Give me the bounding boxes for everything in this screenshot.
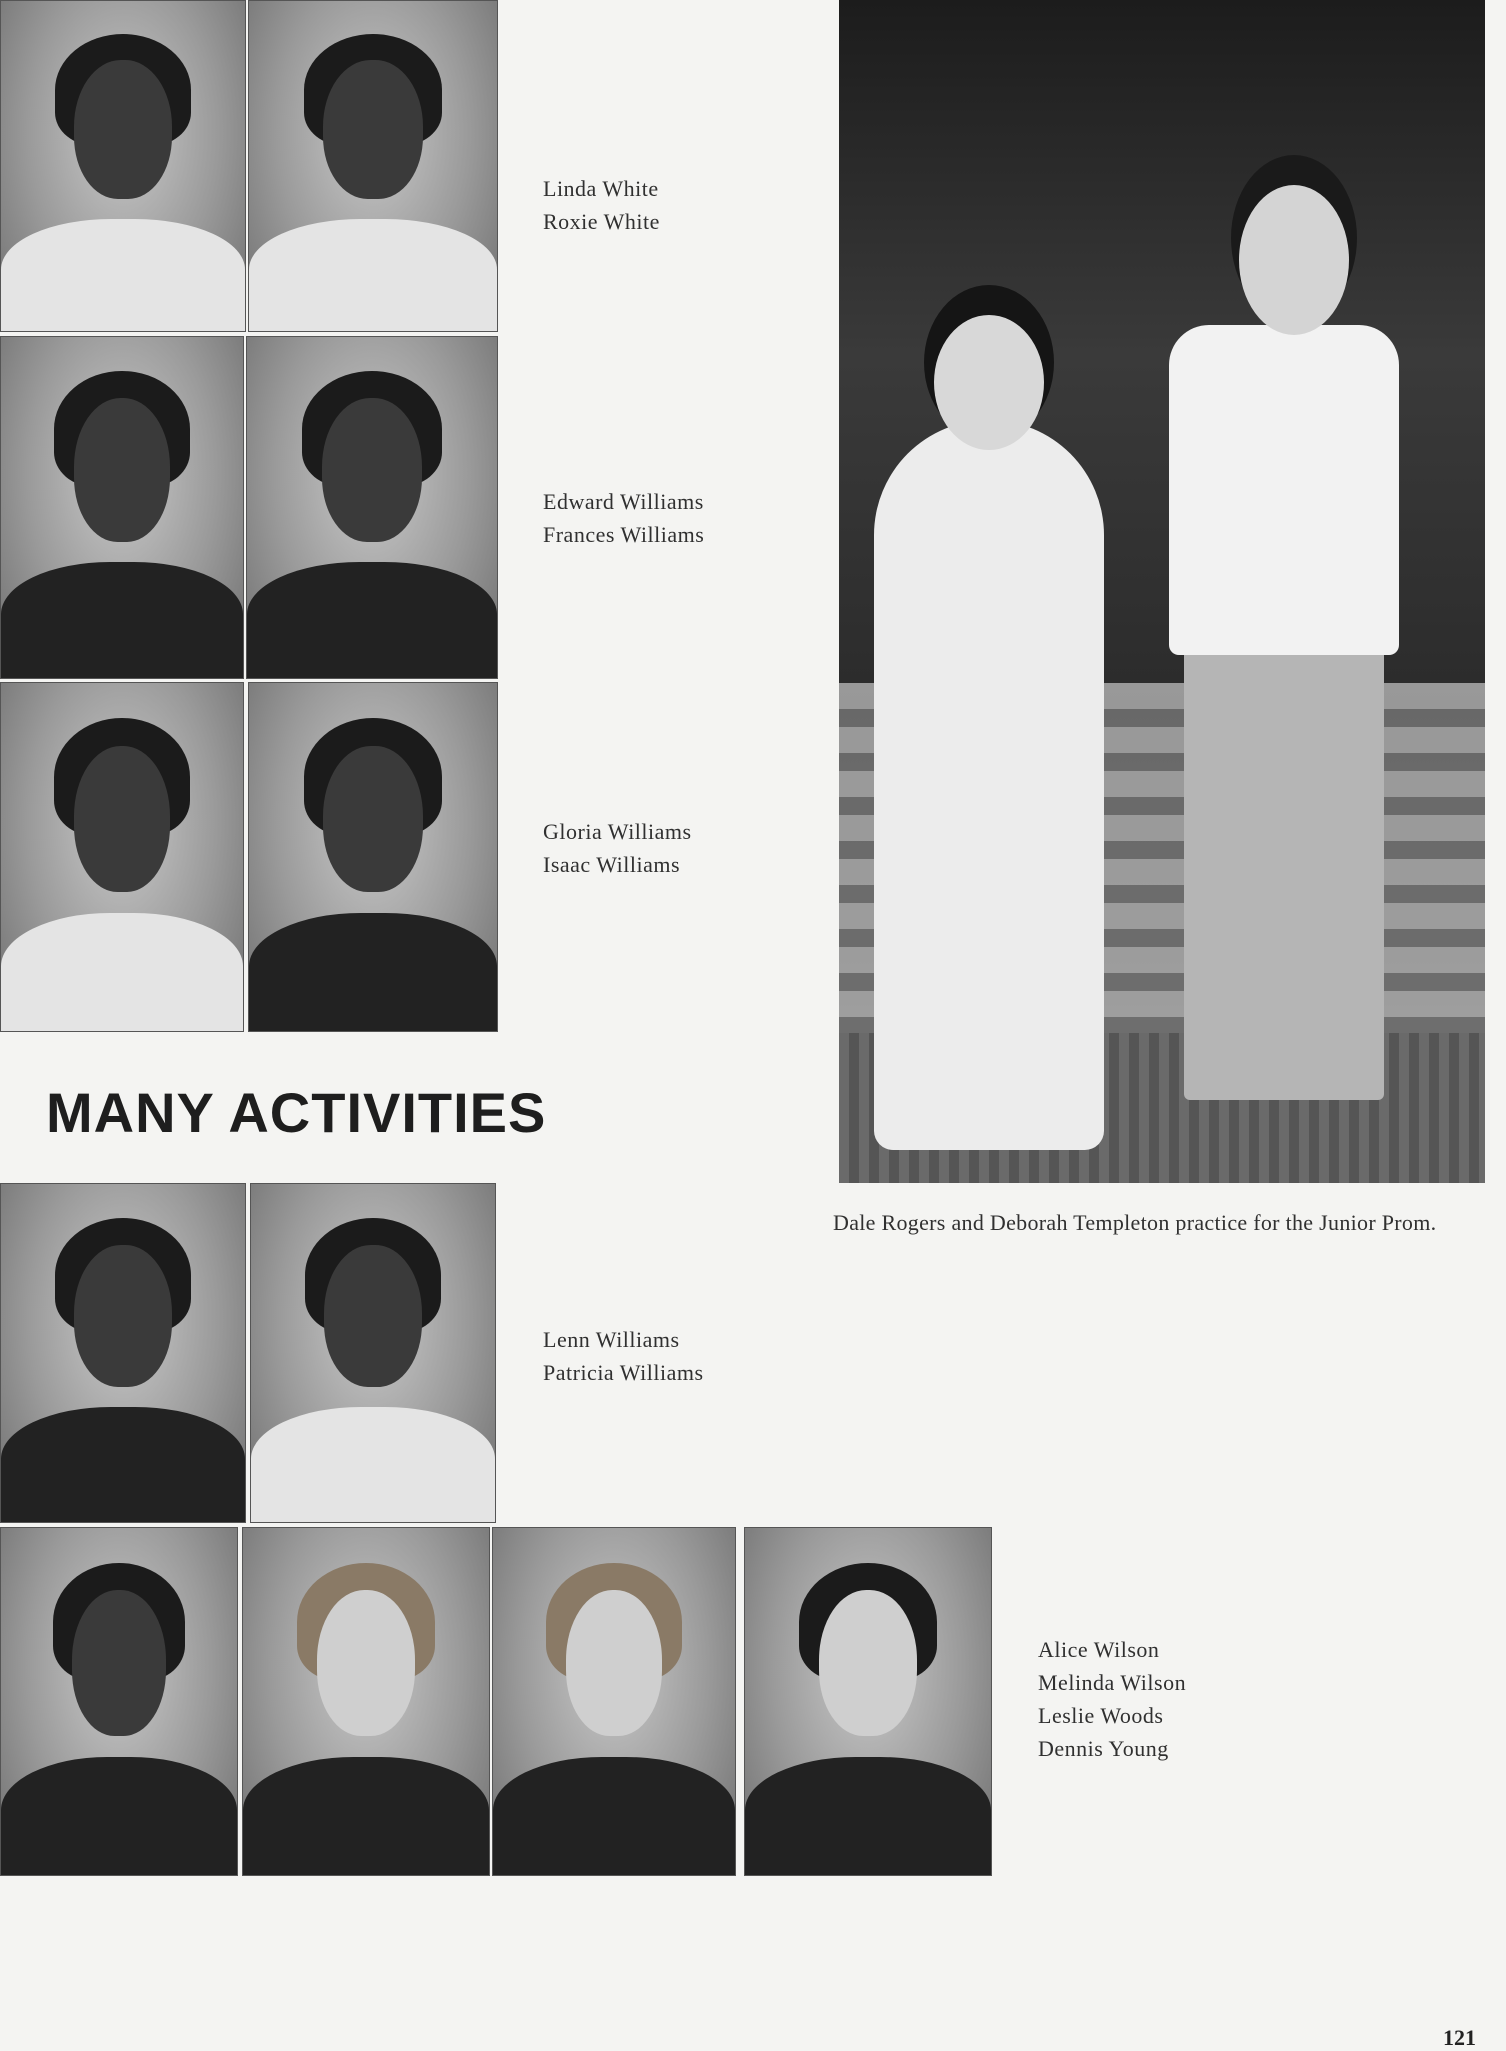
student-name: Melinda Wilson [1038,1670,1187,1695]
student-name: Dennis Young [1038,1736,1169,1761]
student-name: Lenn Williams [543,1327,680,1352]
portrait-alice-wilson [0,1527,238,1876]
portrait-frances-williams [246,336,498,679]
student-name: Linda White [543,176,659,201]
portrait-patricia-williams [250,1183,496,1523]
student-name: Gloria Williams [543,819,692,844]
portrait-melinda-wilson [242,1527,490,1876]
section-heading: MANY ACTIVITIES [46,1081,547,1144]
name-list-row-1 [543,172,660,238]
portrait-roxie-white [248,0,498,332]
name-list-row-4 [543,1323,704,1389]
portrait-gloria-williams [0,682,244,1032]
student-name: Edward Williams [543,489,704,514]
photo-caption: Dale Rogers and Deborah Templeton practice for the Junior Prom. [833,1210,1437,1235]
student-name: Patricia Williams [543,1360,704,1385]
name-list-row-2 [543,485,704,551]
name-list-row-3 [543,815,692,881]
student-name: Frances Williams [543,522,705,547]
portrait-lenn-williams [0,1183,246,1523]
name-list-row-5 [1038,1633,1186,1765]
portrait-dennis-young [744,1527,992,1876]
feature-photo [839,0,1485,1183]
student-name: Isaac Williams [543,852,681,877]
page-number: 121 [1443,2025,1476,2050]
student-name: Leslie Woods [1038,1703,1164,1728]
student-name: Roxie White [543,209,660,234]
portrait-leslie-woods [492,1527,736,1876]
portrait-edward-williams [0,336,244,679]
student-name: Alice Wilson [1038,1637,1160,1662]
portrait-isaac-williams [248,682,498,1032]
portrait-linda-white [0,0,246,332]
